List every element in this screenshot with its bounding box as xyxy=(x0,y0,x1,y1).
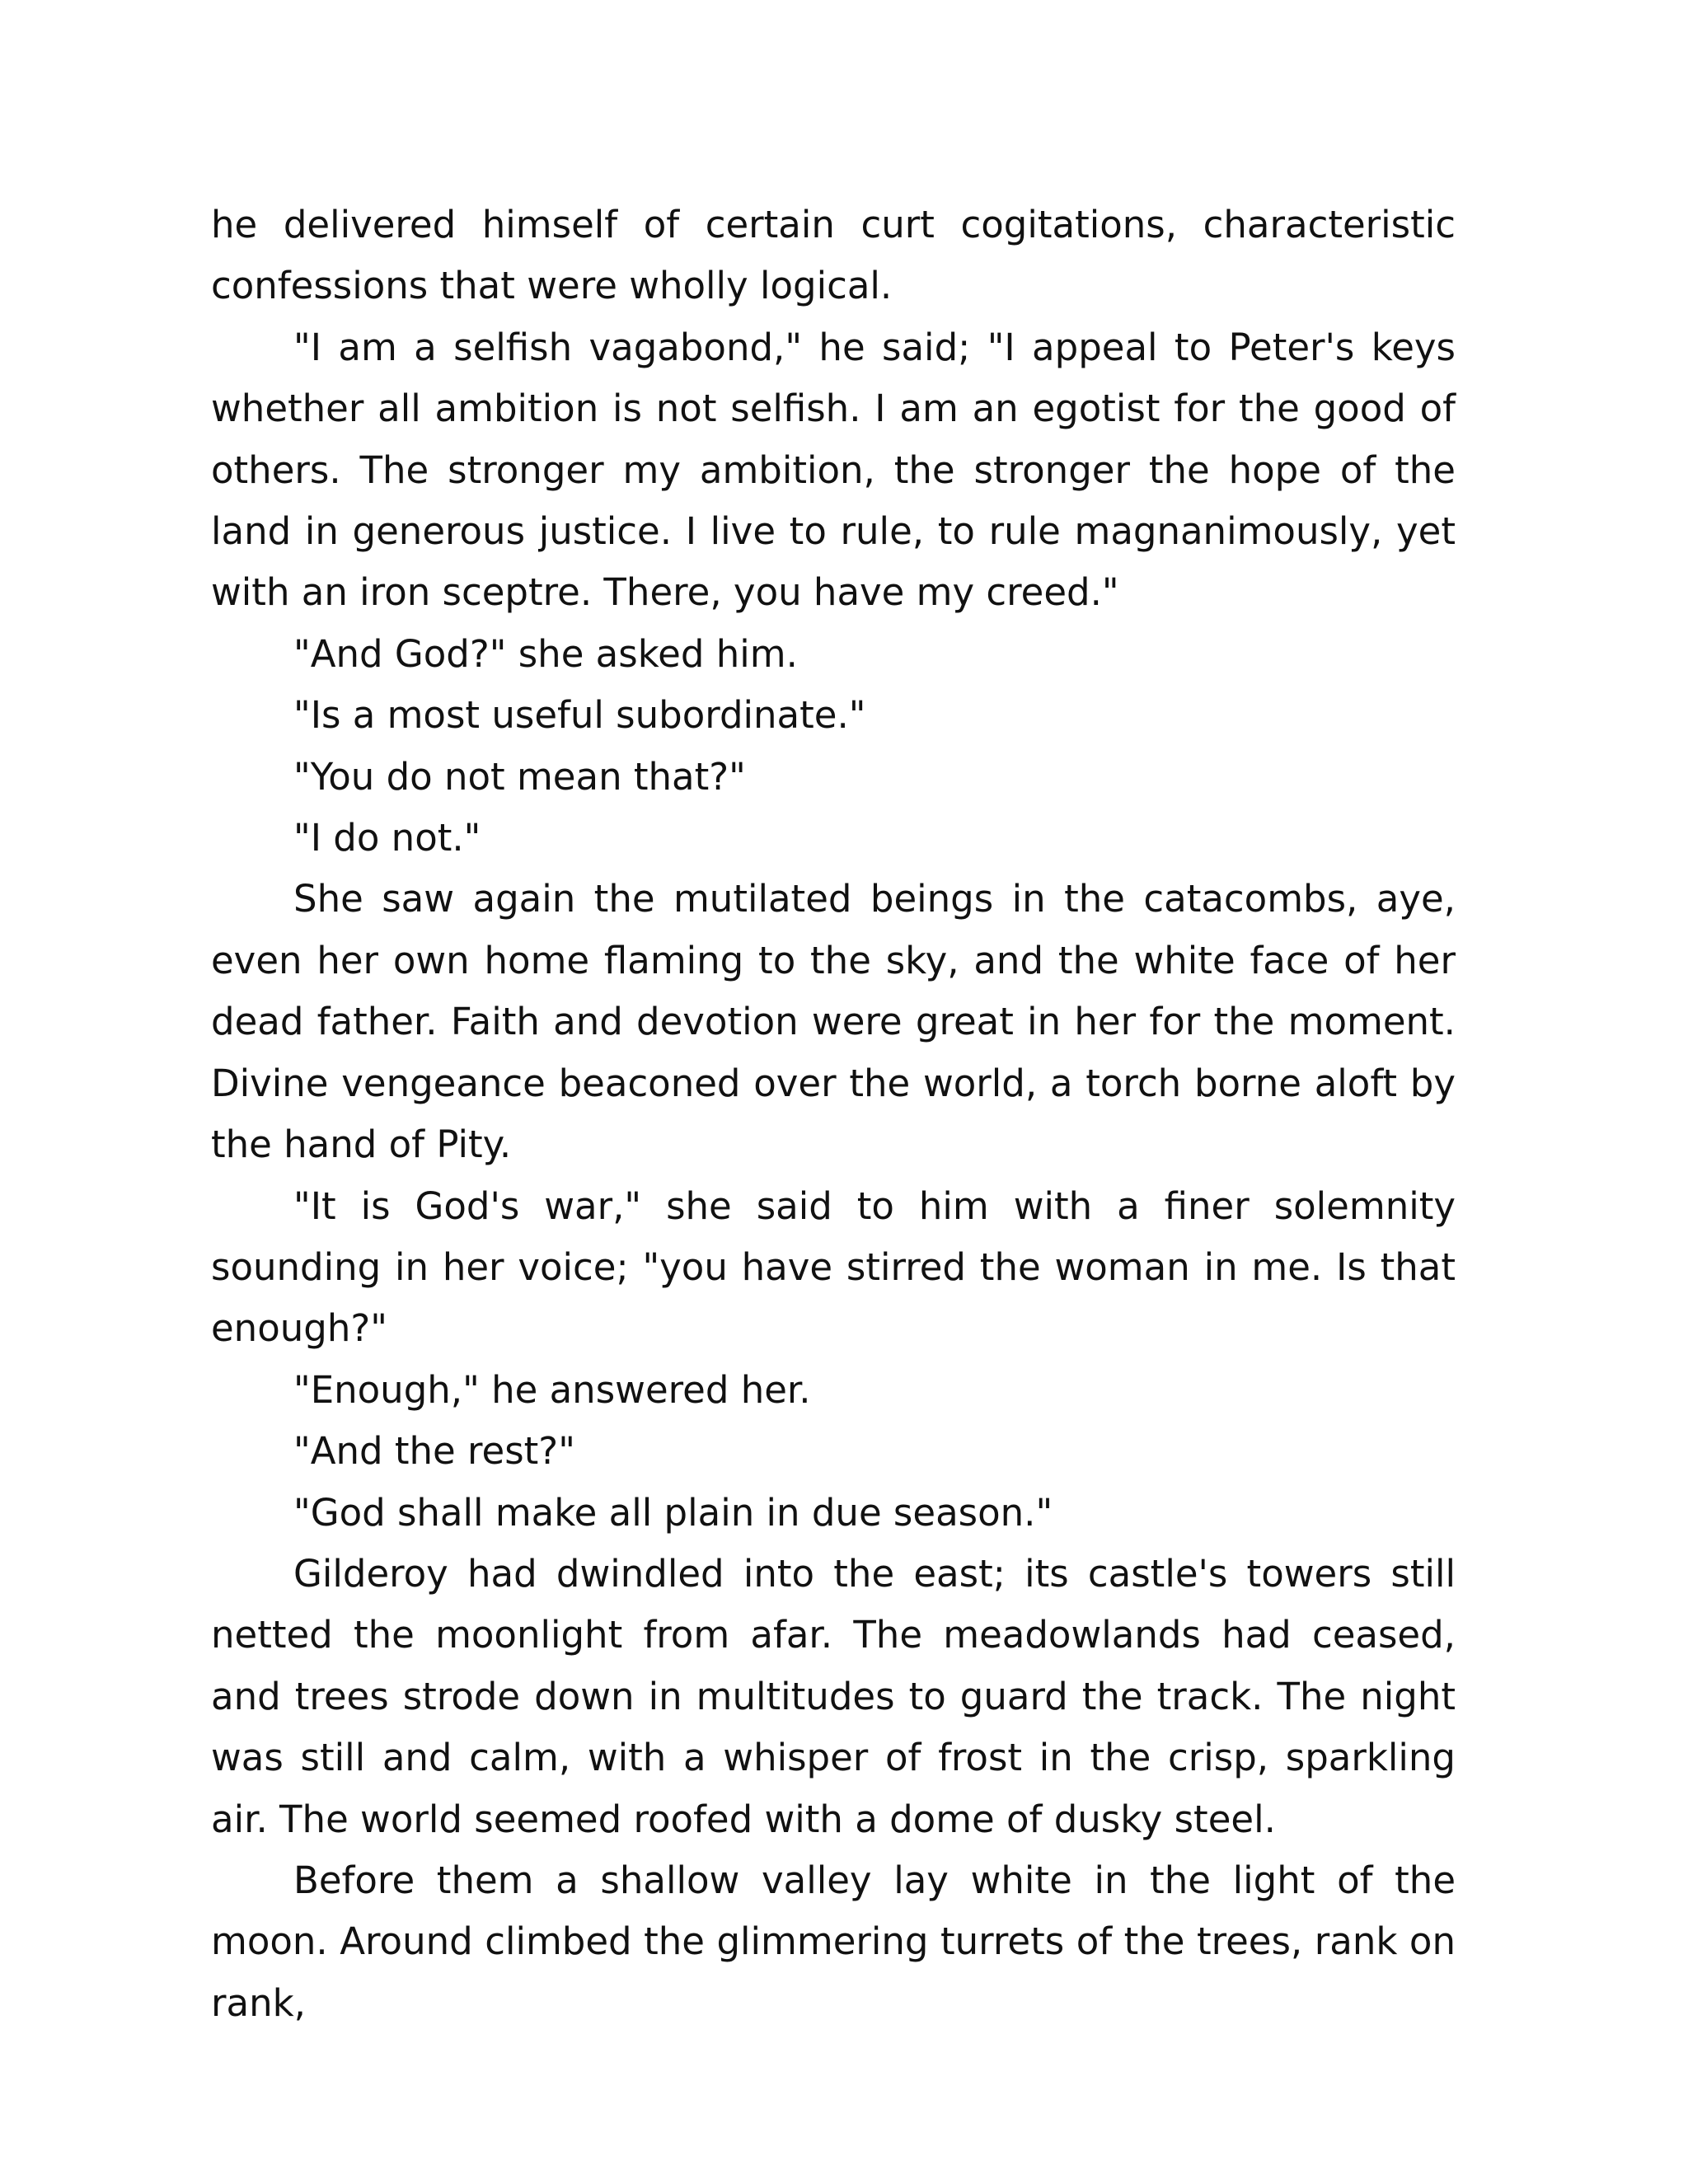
paragraph-gilderoy: Gilderoy had dwindled into the east; its castle's towers still netted the moonlight from afar. The meadowlands had ceased, and trees strode down in multitudes to guard the track. The night was still and calm, with a whisper of frost in the crisp, sparkling air. The world seemed roofed with a dome of dusky steel. xyxy=(211,1551,1456,1841)
paragraph-subordinate: "Is a most useful subordinate." xyxy=(293,693,866,738)
paragraph-enough: "Enough," he answered her. xyxy=(293,1367,811,1412)
paragraph-due-season: "God shall make all plain in due season." xyxy=(293,1490,1053,1535)
paragraph-the-rest: "And the rest?" xyxy=(293,1429,575,1474)
paragraph-continuation: he delivered himself of certain curt cogitations, characteristic confessions that were wholly logical. xyxy=(211,203,1456,308)
body-text xyxy=(211,194,1456,2034)
paragraph-vagabond-speech: "I am a selfish vagabond," he said; "I appeal to Peter's keys whether all ambition is not selfish. I am an egotist for the good of others. The stronger my ambition, the stronger the hope of the land in generous justice. I live to rule, to rule magnanimously, yet with an iron sceptre. There, you have my creed." xyxy=(211,325,1456,615)
paragraph-catacombs: She saw again the mutilated beings in the catacombs, aye, even her own home flaming to the sky, and the white face of her dead father. Faith and devotion were great in her for the moment. Divine vengeance beaconed over the world, a torch borne aloft by the hand of Pity. xyxy=(211,877,1456,1167)
paragraph-i-do-not: "I do not." xyxy=(293,816,481,860)
paragraph-valley: Before them a shallow valley lay white in the light of the moon. Around climbed the glimmering turrets of the trees, rank on rank, xyxy=(211,1858,1456,2025)
paragraph-and-god: "And God?" she asked him. xyxy=(293,631,798,676)
paragraph-do-not-mean: "You do not mean that?" xyxy=(293,754,746,799)
paragraph-gods-war: "It is God's war," she said to him with a finer solemnity sounding in her voice; "you have stirred the woman in me. Is that enough?" xyxy=(211,1183,1456,1351)
